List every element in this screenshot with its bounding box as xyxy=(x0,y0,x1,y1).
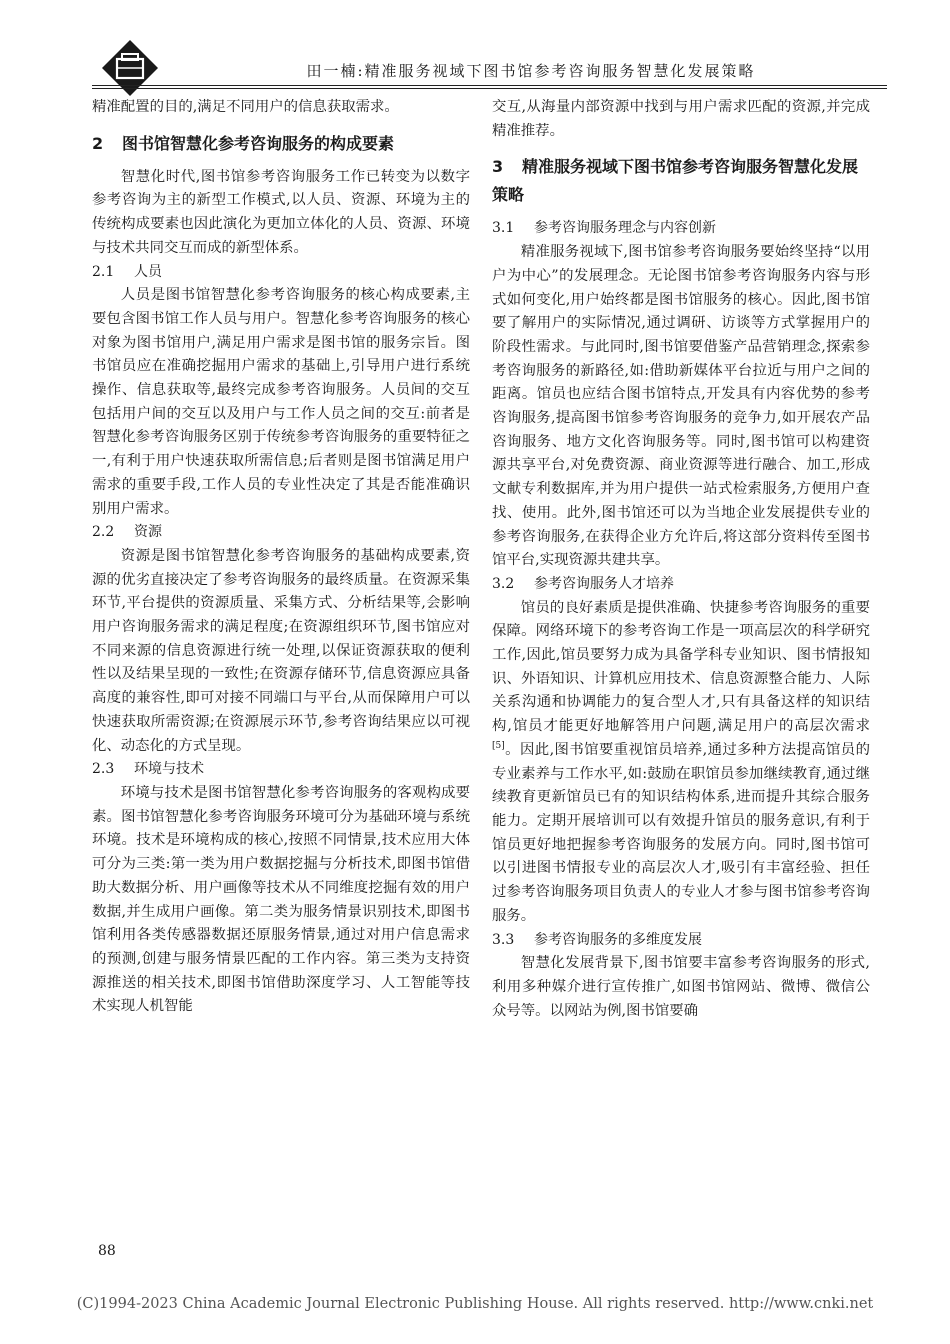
subsection-heading-2-2 xyxy=(92,521,470,545)
paragraph: 精准配置的目的,满足不同用户的信息获取需求。 xyxy=(92,99,399,115)
subsection-title: 资源 xyxy=(134,524,162,541)
section-number: 2 xyxy=(92,133,104,153)
section-number: 3 xyxy=(492,157,504,177)
subsection-number: 2.2 xyxy=(92,524,115,541)
subsection-number: 3.1 xyxy=(492,220,515,237)
subsection-number: 2.3 xyxy=(92,761,115,778)
paragraph: 环境与技术是图书馆智慧化参考咨询服务的客观构成要素。图书馆智慧化参考咨询服务环境可分为基础环境与系统环境。技术是环境构成的核心,按照不同情景,技术应用大体可分为三类:第一类为用户数据挖掘与分析技术,即图书馆借助大数据分析、用户画像等技术从不同维度挖掘有效的用户数据,并生成用户画像。第二类为服务情景识别技术,即图书馆利用各类传感器数据还原服务情景,通过对用户信息需求的预测,创建与服务情景匹配的工作内容。第三类为支持资源推送的相关技术,即图书馆借助深度学习、人工智能等技术实现人机智能 xyxy=(92,784,470,1015)
section-title: 精准服务视域下图书馆参考咨询服务智慧化发展策略 xyxy=(492,157,859,205)
citation-marker[interactable]: [5] xyxy=(492,741,505,752)
paragraph: 人员是图书馆智慧化参考咨询服务的核心构成要素,主要包含图书馆工作人员与用户。智慧化参考咨询服务的核心对象为图书馆用户,满足用户需求是图书馆的服务宗旨。图书馆员应在准确挖掘用户需求的基础上,引导用户进行系统操作、信息获取等,最终完成参考咨询服务。人员间的交互包括用户间的交互以及用户与工作人员之间的交互:前者是智慧化参考咨询服务区别于传统参考咨询服务的重要特征之一,有利于用户快速获取所需信息;后者则是图书馆满足用户需求的重要手段,工作人员的专业性决定了其是否能准确识别用户需求。 xyxy=(92,287,470,517)
paragraph: 精准服务视域下,图书馆参考咨询服务要始终坚持“以用户为中心”的发展理念。无论图书馆参考咨询服务内容与形式如何变化,用户始终都是图书馆服务的核心。因此,图书馆要了解用户的实际情况,通过调研、访谈等方式掌握用户的阶段性需求。与此同时,图书馆要借鉴产品营销理念,探索参考咨询服务的新路径,如:借助新媒体平台拉近与用户之间的距离。馆员也应结合图书馆特点,开发具有内容优势的参考咨询服务,提高图书馆参考咨询服务的竞争力,如开展农产品咨询服务、地方文化咨询服务等。同时,图书馆可以构建资源共享平台,对免费资源、商业资源等进行融合、加工,形成文献专利数据库,并为用户提供一站式检索服务,方便用户查找、使用。此外,图书馆还可以为当地企业发展提供专业的参考咨询服务,在获得企业方允许后,将这部分资料传至图书馆平台,实现资源共建共享。 xyxy=(492,244,870,569)
subsection-title: 环境与技术 xyxy=(134,761,204,778)
section-heading-3 xyxy=(492,153,870,209)
subsection-heading-3-1 xyxy=(492,217,870,241)
right-column xyxy=(492,96,870,1023)
running-title: 田一楠:精准服务视域下图书馆参考咨询服务智慧化发展策略 xyxy=(306,62,756,80)
paragraph: 智慧化时代,图书馆参考咨询服务工作已转变为以数字参考咨询为主的新型工作模式,以人员、资源、环境为主的传统构成要素也因此演化为更加立体化的人员、资源、环境与技术共同交互而成的新型体系。 xyxy=(92,168,470,256)
paragraph-text: 馆员的良好素质是提供准确、快捷参考咨询服务的重要保障。网络环境下的参考咨询工作是一项高层次的科学研究工作,因此,馆员要努力成为具备学科专业知识、图书情报知识、外语知识、计算机应用技术、信息资源整合能力、人际关系沟通和协调能力的复合型人才,只有具备这样的知识结构,馆员才能更好地解答用户问题,满足用户的高层次需求 xyxy=(492,599,870,735)
subsection-number: 2.1 xyxy=(92,263,115,280)
book-emblem-icon xyxy=(100,38,160,98)
header-rule xyxy=(92,88,887,89)
header-rule xyxy=(92,85,887,86)
paragraph: 智慧化发展背景下,图书馆要丰富参考咨询服务的形式,利用多种媒介进行宣传推广,如图书馆网站、微博、微信公众号等。以网站为例,图书馆要确 xyxy=(492,955,870,1019)
subsection-number: 3.2 xyxy=(492,575,515,592)
subsection-title: 参考咨询服务人才培养 xyxy=(534,575,674,592)
paragraph: 交互,从海量内部资源中找到与用户需求匹配的资源,并完成精准推荐。 xyxy=(492,99,870,139)
subsection-title: 人员 xyxy=(134,263,162,280)
paragraph xyxy=(492,597,870,929)
subsection-heading-3-3 xyxy=(492,929,870,953)
subsection-title: 参考咨询服务的多维度发展 xyxy=(534,931,702,948)
copyright-notice: (C)1994-2023 China Academic Journal Electronic Publishing House. All rights reserved. http://www.cnki.net xyxy=(76,1296,874,1312)
section-title: 图书馆智慧化参考咨询服务的构成要素 xyxy=(122,133,395,153)
subsection-title: 参考咨询服务理念与内容创新 xyxy=(534,220,716,237)
subsection-heading-2-3 xyxy=(92,758,470,782)
subsection-heading-3-2 xyxy=(492,573,870,597)
subsection-number: 3.3 xyxy=(492,931,515,948)
page-number: 88 xyxy=(98,1243,116,1259)
left-column xyxy=(92,96,470,1019)
paragraph-text: 。因此,图书馆要重视馆员培养,通过多种方法提高馆员的专业素养与工作水平,如:鼓励在职馆员参加继续教育,通过继续教育更新馆员已有的知识结构体系,进而提升其综合服务能力。定期开展培训可以有效提升馆员的服务意识,有利于馆员更好地把握参考咨询服务的发展方向。同时,图书馆可以引进图书情报专业的高层次人才,吸引有丰富经验、担任过参考咨询服务项目负责人的专业人才参与图书馆参考咨询服务。 xyxy=(492,741,870,924)
section-heading-2 xyxy=(92,130,470,158)
paragraph: 资源是图书馆智慧化参考咨询服务的基础构成要素,资源的优劣直接决定了参考咨询服务的最终质量。在资源采集环节,平台提供的资源质量、采集方式、分析结果等,会影响用户咨询服务需求的满足程度;在资源组织环节,图书馆应对不同来源的信息资源进行统一处理,以保证资源获取的便利性以及结果呈现的一致性;在资源存储环节,信息资源应具备高度的兼容性,即可对接不同端口与平台,从而保障用户可以快速获取所需资源;在资源展示环节,参考咨询结果应以可视化、动态化的方式呈现。 xyxy=(92,547,470,754)
subsection-heading-2-1 xyxy=(92,261,470,285)
